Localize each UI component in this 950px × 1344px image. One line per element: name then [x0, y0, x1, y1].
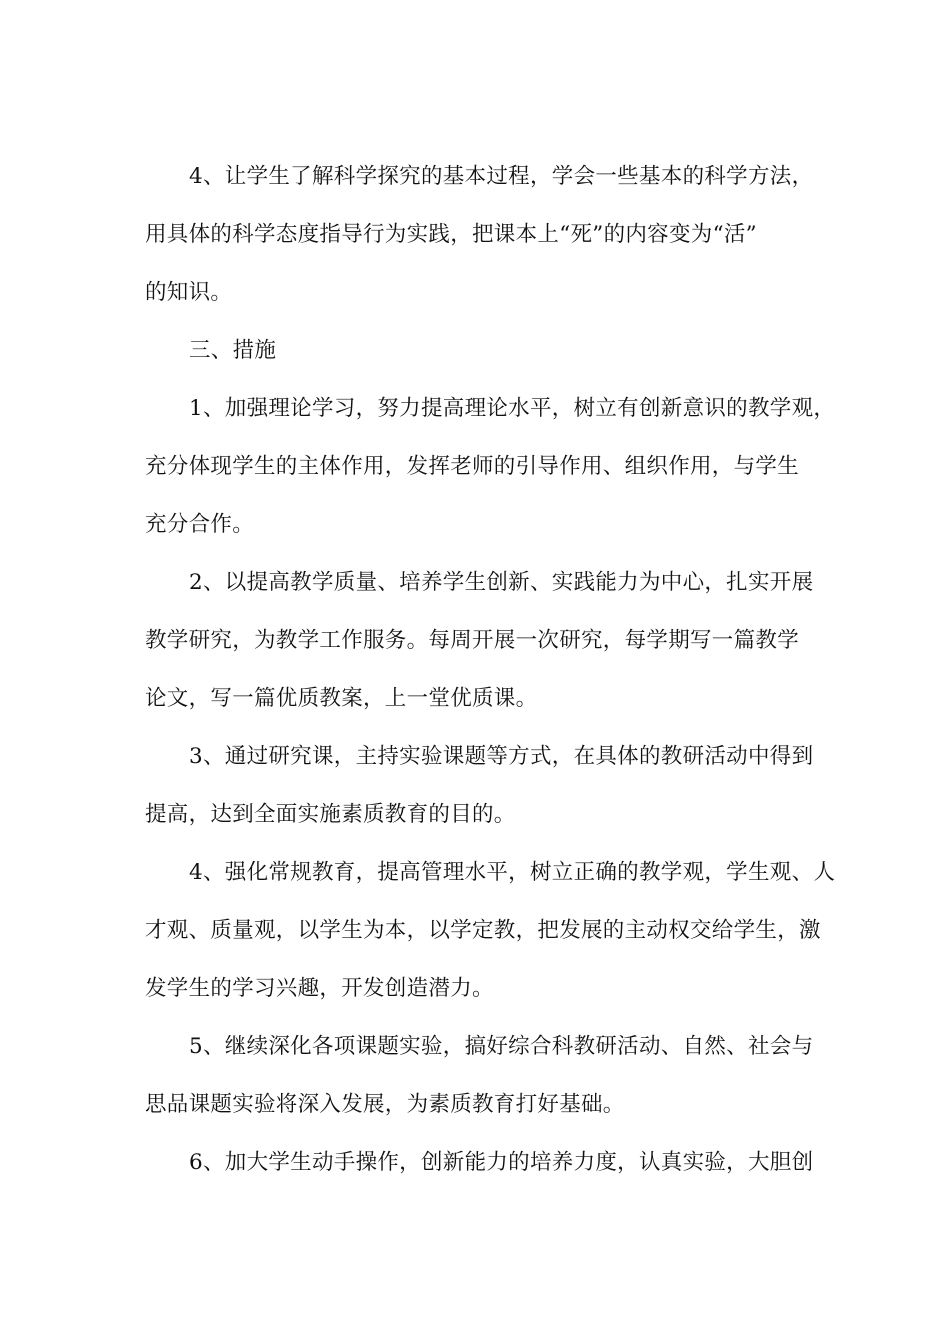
paragraph-line: 用具体的科学态度指导行为实践，把课本上“死”的内容变为“活” [145, 222, 757, 247]
paragraph-line: 4、让学生了解科学探究的基本过程，学会一些基本的科学方法， [189, 164, 814, 189]
paragraph-line: 提高，达到全面实施素质教育的目的。 [145, 802, 516, 827]
document-body [145, 148, 836, 1192]
paragraph-line: 才观、质量观，以学生为本，以学定教，把发展的主动权交给学生，激 [145, 918, 821, 943]
paragraph-line: 论文，写一篇优质教案，上一堂优质课。 [145, 686, 538, 711]
paragraph-line: 1、加强理论学习，努力提高理论水平，树立有创新意识的教学观， [189, 396, 836, 421]
paragraph-line: 思品课题实验将深入发展，为素质教育打好基础。 [145, 1092, 625, 1117]
paragraph-line: 3、通过研究课，主持实验课题等方式，在具体的教研活动中得到 [189, 744, 814, 769]
paragraph-line: 6、加大学生动手操作，创新能力的培养力度，认真实验，大胆创 [189, 1150, 814, 1175]
paragraph-line: 发学生的学习兴趣，开发创造潜力。 [145, 976, 494, 1001]
paragraph-line: 充分体现学生的主体作用，发挥老师的引导作用、组织作用，与学生 [145, 454, 800, 479]
paragraph-line: 充分合作。 [145, 512, 255, 537]
paragraph-line: 5、继续深化各项课题实验，搞好综合科教研活动、自然、社会与 [189, 1034, 814, 1059]
paragraph-line: 的知识。 [145, 280, 233, 305]
paragraph-line: 教学研究，为教学工作服务。每周开展一次研究，每学期写一篇教学 [145, 628, 800, 653]
section-heading: 三、措施 [189, 338, 277, 363]
paragraph-line: 4、强化常规教育，提高管理水平，树立正确的教学观，学生观、人 [189, 860, 836, 885]
paragraph-line: 2、以提高教学质量、培养学生创新、实践能力为中心，扎实开展 [189, 570, 814, 595]
